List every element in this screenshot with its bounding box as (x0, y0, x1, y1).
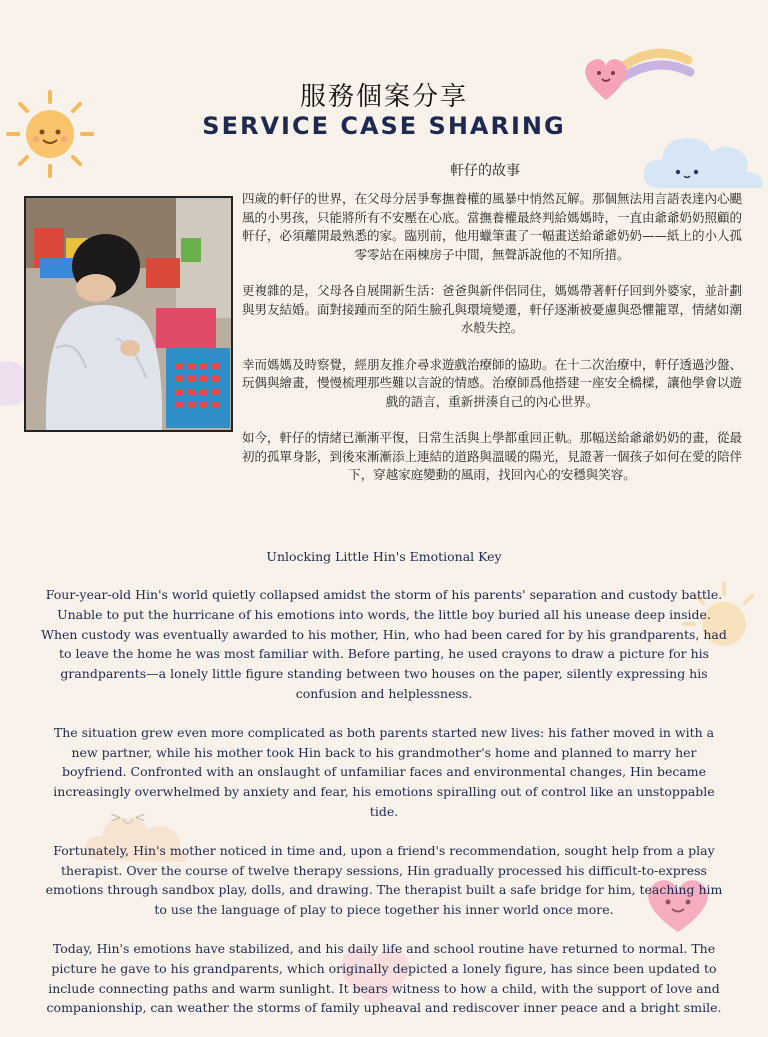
paragraph-zh: 幸而媽媽及時察覺，經朋友推介尋求遊戲治療師的協助。在十二次治療中，軒仔透過沙盤、玩偶與繪畫，慢慢梳理那些難以言說的情感。治療師爲他搭建一座安全橋樑，讓他學會以遊戲的語言，重新拼湊自己的內心世界。 (241, 356, 742, 409)
svg-text:>◡<: >◡< (110, 810, 146, 826)
page-title-zh: 服務個案分享 (299, 82, 468, 112)
paragraph-en: The situation grew even more complicated as both parents started new lives: his father moved in with a new partner, while his mother took Hin back to his grandmother's home and planned to marry her boyfriend. Confronted with an onslaught of unfamiliar faces and environmental changes, Hin became increasingly overwhelmed by anxiety and fear, his emotions spiralling out of control like an unstoppable tide. (53, 724, 715, 819)
case-photo (24, 196, 233, 432)
paragraph-en: Fortunately, Hin's mother noticed in time and, upon a friend's recommendation, sought help from a play therapist. Over the course of twelve therapy sessions, Hin gradually processed his difficult-to-express emotions through sandbox play, dolls, and drawing. The therapist built a safe bridge for him, teaching him to use the language of play to piece together his inner world once more. (45, 842, 723, 918)
story-subtitle-zh: 軒仔的故事 (450, 163, 520, 179)
paragraph-zh: 更複雜的是，父母各自展開新生活：爸爸與新伴侶同住，媽媽帶著軒仔回到外婆家，並計劃與男友結婚。面對接踵而至的陌生臉孔與環境變遷，軒仔逐漸被憂慮與恐懼籠罩，情緒如潮水般失控。 (241, 283, 742, 335)
paragraph-zh: 四歲的軒仔的世界，在父母分居爭奪撫養權的風暴中悄然瓦解。那個無法用言語表達內心颶風的小男孩，只能將所有不安壓在心底。當撫養權最終判給媽媽時，一直由爺爺奶奶照顧的軒仔，必須離開最熟悉的家。臨別前，他用蠟筆畫了一幅畫送給爺爺奶奶——紙上的小人孤零零站在兩棟房子中間，無聲訴說他的不知所措。 (241, 191, 742, 262)
page-title-en: SERVICE CASE SHARING (202, 112, 566, 140)
paragraph-en: Today, Hin's emotions have stabilized, and his daily life and school routine have returned to normal. The picture he gave to his grandparents, which originally depicted a lonely figure, has since been updated to include connecting paths and warm sunlight. It bears witness to how a child, with the support of love and companionship, can weather the storms of family upheaval and rediscover inner peace and a bright smile. (46, 940, 722, 1016)
story-body-en (40, 585, 728, 1037)
paragraph-en: Four-year-old Hin's world quietly collapsed amidst the storm of his parents' separation and custody battle. Unable to put the hurricane of his emotions into words, the little boy buried all his unease deep inside. When custody was eventually awarded to his mother, Hin, who had been cared for by his grandparents, had to leave the home he was most familiar with. Before parting, he used crayons to draw a picture for his grandparents—a lonely little figure standing between two houses on the paper, silently expressing his confusion and helplessness. (41, 587, 727, 701)
paragraph-zh: 如今，軒仔的情緒已漸漸平復，日常生活與上學都重回正軌。那幅送給爺爺奶奶的畫，從最初的孤單身影，到後來漸漸添上連結的道路與溫暖的陽光，見證著一個孩子如何在愛的陪伴下，穿越家庭變動的風雨，找回內心的安穩與笑容。 (241, 430, 742, 482)
story-title-en: Unlocking Little Hin's Emotional Key (266, 549, 502, 564)
story-body-zh (238, 190, 746, 503)
